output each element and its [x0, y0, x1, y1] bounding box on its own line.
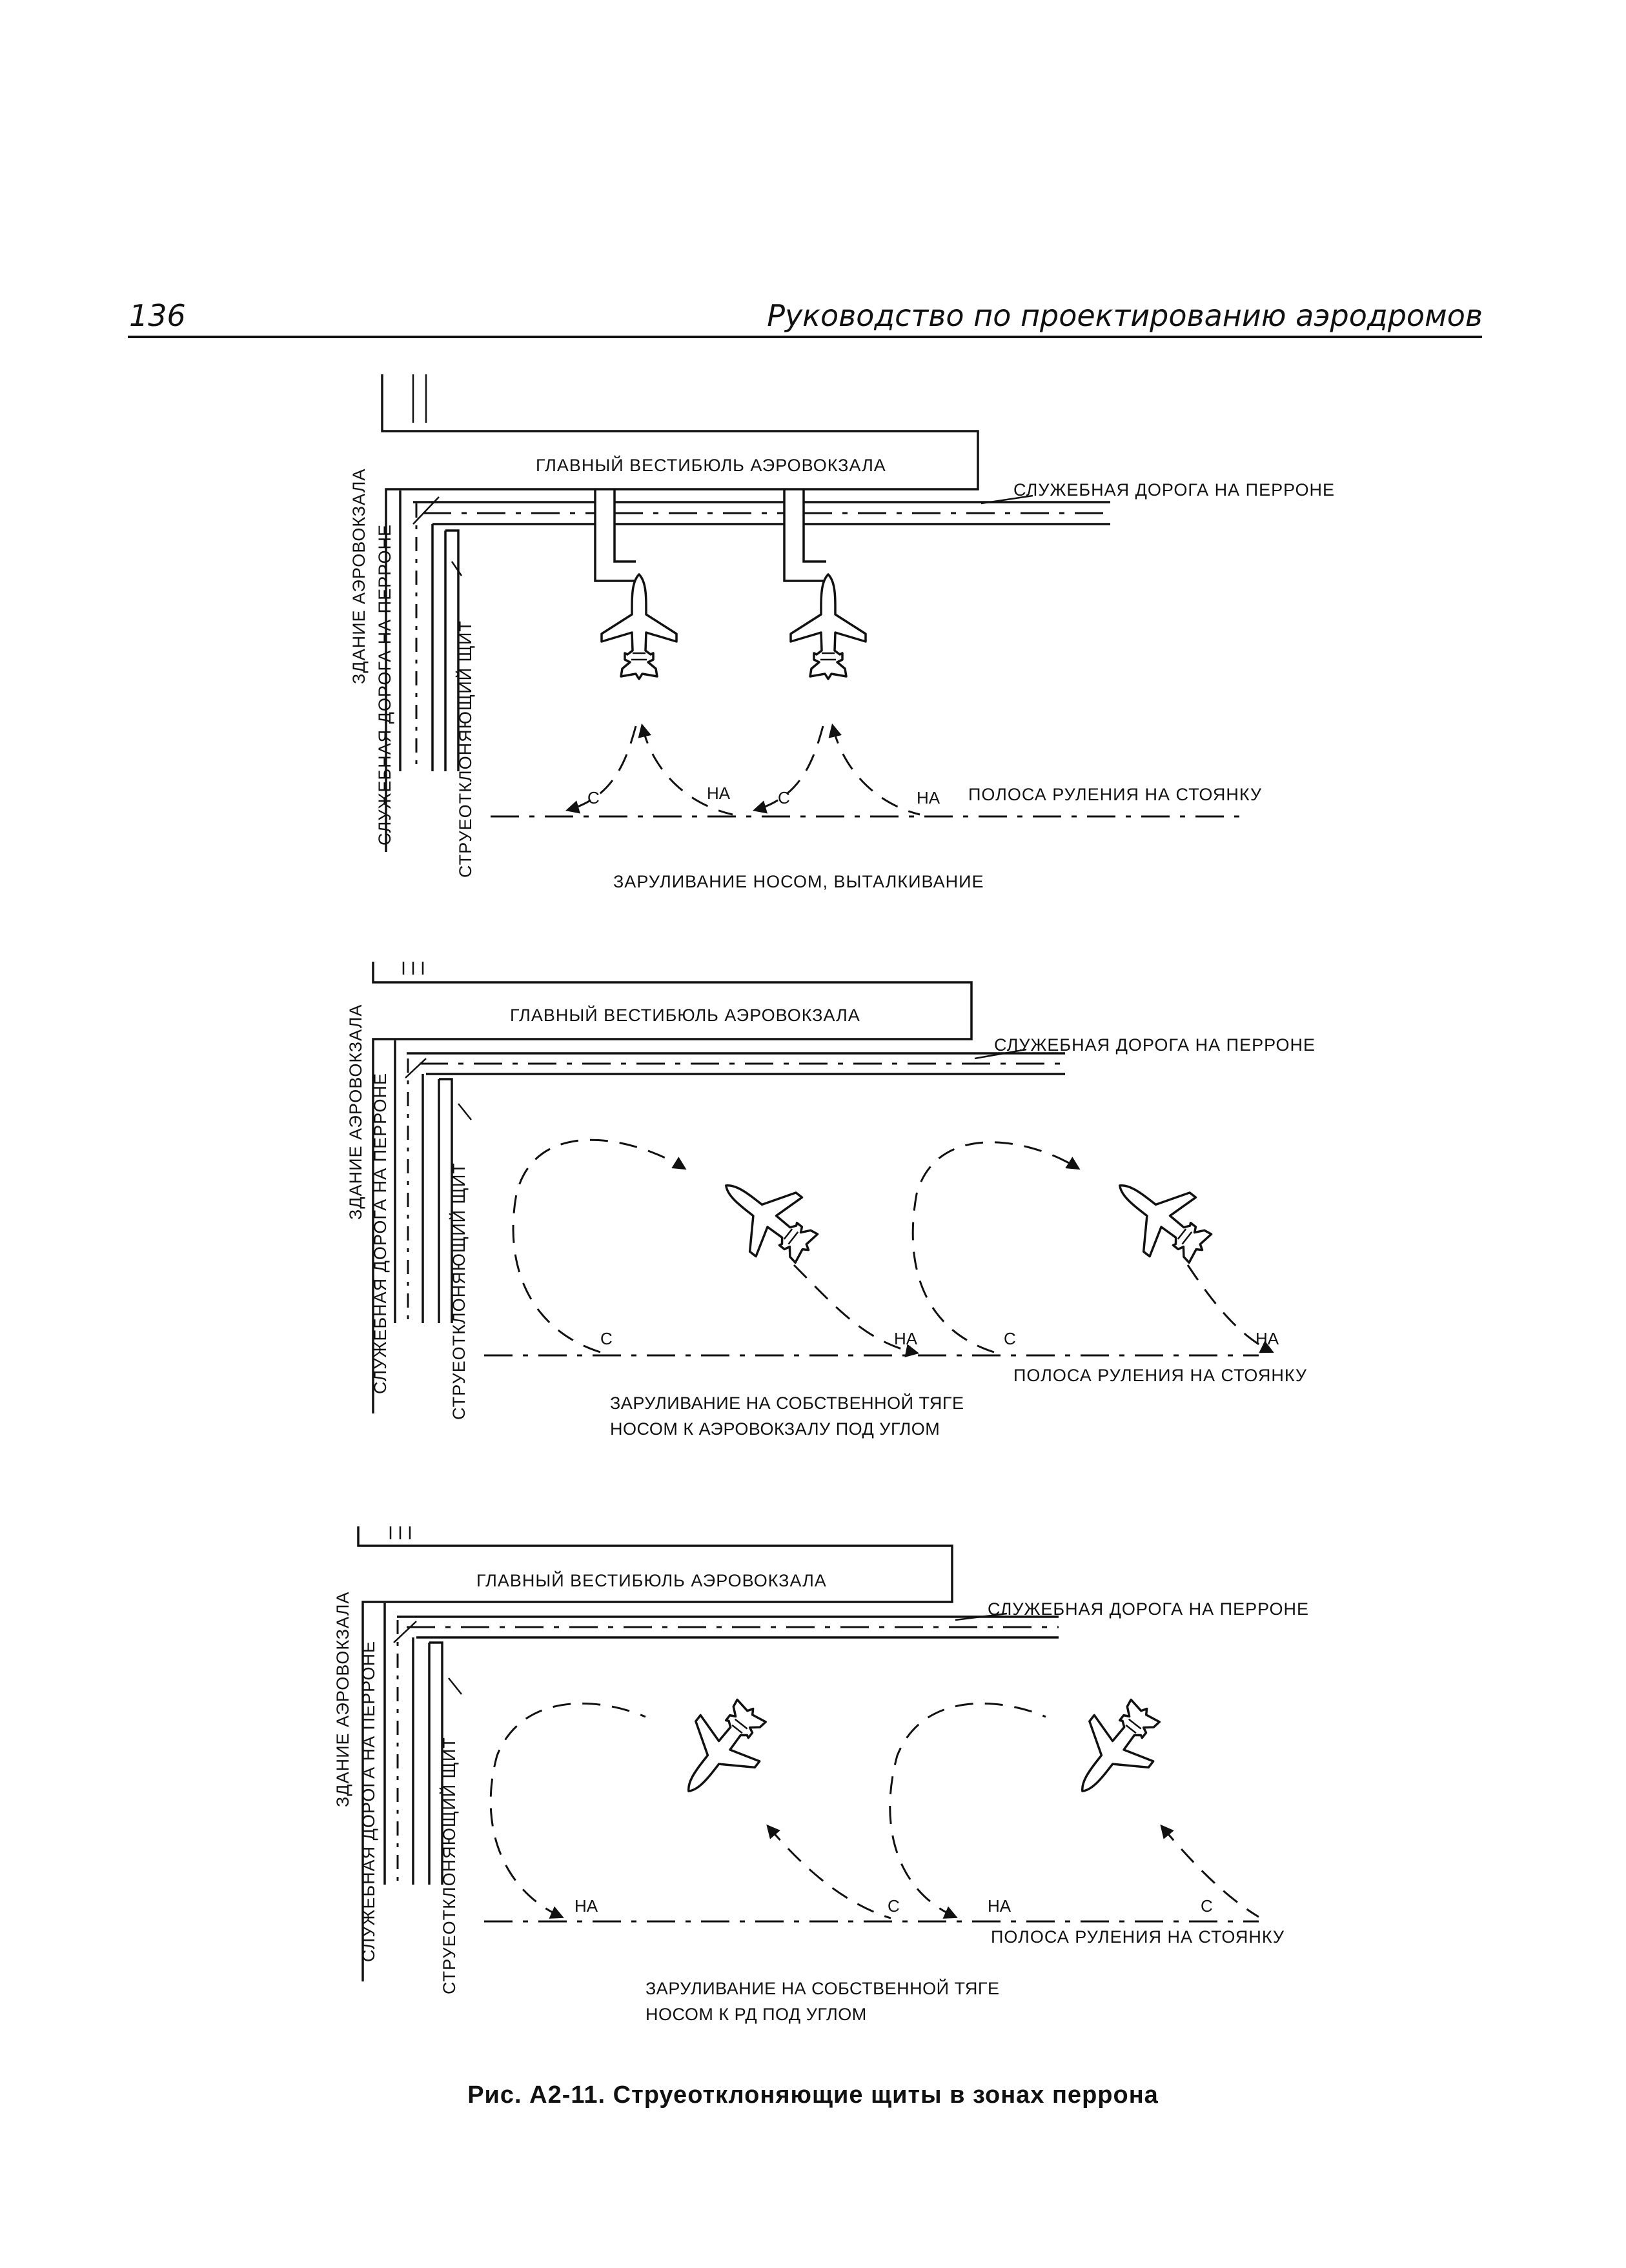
service-road-label: СЛУЖЕБНАЯ ДОРОГА НА ПЕРРОНЕ — [1013, 480, 1336, 500]
terminal-gap-lines — [413, 374, 426, 423]
mark-label: С — [587, 788, 600, 807]
mark-label: С — [600, 1329, 613, 1348]
panel-caption: ЗАРУЛИВАНИЕ НА СОБСТВЕННОЙ ТЯГЕ — [645, 1979, 1000, 1998]
aircraft-icon — [791, 574, 866, 679]
mark-label: НА — [894, 1329, 918, 1348]
terminal-building-label: ЗДАНИЕ АЭРОВОКЗАЛА — [349, 468, 369, 684]
service-road-label: СЛУЖЕБНАЯ ДОРОГА НА ПЕРРОНЕ — [994, 1035, 1316, 1055]
figure-caption: Рис. А2-11. Струеотклоняющие щиты в зонах перрона — [467, 2081, 1159, 2109]
aircraft-icon — [703, 1156, 831, 1279]
taxilane-label: ПОЛОСА РУЛЕНИЯ НА СТОЯНКУ — [1013, 1366, 1308, 1385]
panel-power-in-angled-terminal — [346, 962, 1316, 1439]
terminal-building-label: ЗДАНИЕ АЭРОВОКЗАЛА — [333, 1591, 352, 1807]
service-road-vertical-label: СЛУЖЕБНАЯ ДОРОГА НА ПЕРРОНЕ — [375, 523, 394, 845]
terminal-hall-label: ГЛАВНЫЙ ВЕСТИБЮЛЬ АЭРОВОКЗАЛА — [510, 1006, 860, 1025]
panel-caption-line2: НОСОМ К АЭРОВОКЗАЛУ ПОД УГЛОМ — [610, 1419, 940, 1439]
blast-fence-label: СТРУЕОТКЛОНЯЮЩИЙ ЩИТ — [456, 620, 475, 878]
mark-label: НА — [917, 788, 940, 807]
mark-label: НА — [707, 784, 731, 803]
mark-label: НА — [1255, 1329, 1279, 1348]
panel-caption: ЗАРУЛИВАНИЕ НОСОМ, ВЫТАЛКИВАНИЕ — [613, 872, 984, 891]
service-road-label: СЛУЖЕБНАЯ ДОРОГА НА ПЕРРОНЕ — [988, 1599, 1310, 1619]
terminal-hall-label: ГЛАВНЫЙ ВЕСТИБЮЛЬ АЭРОВОКЗАЛА — [536, 456, 886, 475]
mark-label: С — [1004, 1329, 1016, 1348]
aircraft-icon — [1097, 1156, 1225, 1279]
mark-label: С — [778, 788, 790, 807]
taxi-loop-path — [513, 1140, 684, 1352]
running-title: Руководство по проектированию аэродромов — [767, 298, 1483, 333]
mark-label: С — [888, 1896, 900, 1916]
mark-label: НА — [574, 1896, 598, 1916]
aircraft-icon — [659, 1686, 782, 1814]
panel-power-in-angled-taxiway — [333, 1526, 1309, 2024]
blast-fence-label: СТРУЕОТКЛОНЯЮЩИЙ ЩИТ — [440, 1737, 459, 1994]
terminal-hall-label: ГЛАВНЫЙ ВЕСТИБЮЛЬ АЭРОВОКЗАЛА — [476, 1571, 827, 1590]
panel-caption-line2: НОСОМ К РД ПОД УГЛОМ — [645, 2005, 867, 2024]
service-road-vertical-label: СЛУЖЕБНАЯ ДОРОГА НА ПЕРРОНЕ — [359, 1640, 378, 1962]
taxilane-label: ПОЛОСА РУЛЕНИЯ НА СТОЯНКУ — [968, 785, 1263, 804]
panel-caption: ЗАРУЛИВАНИЕ НА СОБСТВЕННОЙ ТЯГЕ — [610, 1393, 964, 1413]
page-number: 136 — [129, 298, 186, 333]
mark-label: С — [1201, 1896, 1213, 1916]
mark-label: НА — [988, 1896, 1011, 1916]
taxi-loop-path — [491, 1703, 645, 1917]
aircraft-icon — [602, 574, 676, 679]
taxilane-label: ПОЛОСА РУЛЕНИЯ НА СТОЯНКУ — [991, 1927, 1285, 1947]
taxi-path-forward — [568, 726, 636, 810]
aircraft-icon — [1053, 1686, 1176, 1814]
blast-fence-label: СТРУЕОТКЛОНЯЮЩИЙ ЩИТ — [449, 1162, 469, 1420]
panel-nose-in-pushback — [349, 374, 1335, 891]
terminal-building-label: ЗДАНИЕ АЭРОВОКЗАЛА — [346, 1004, 365, 1220]
service-road-vertical-label: СЛУЖЕБНАЯ ДОРОГА НА ПЕРРОНЕ — [371, 1072, 390, 1394]
